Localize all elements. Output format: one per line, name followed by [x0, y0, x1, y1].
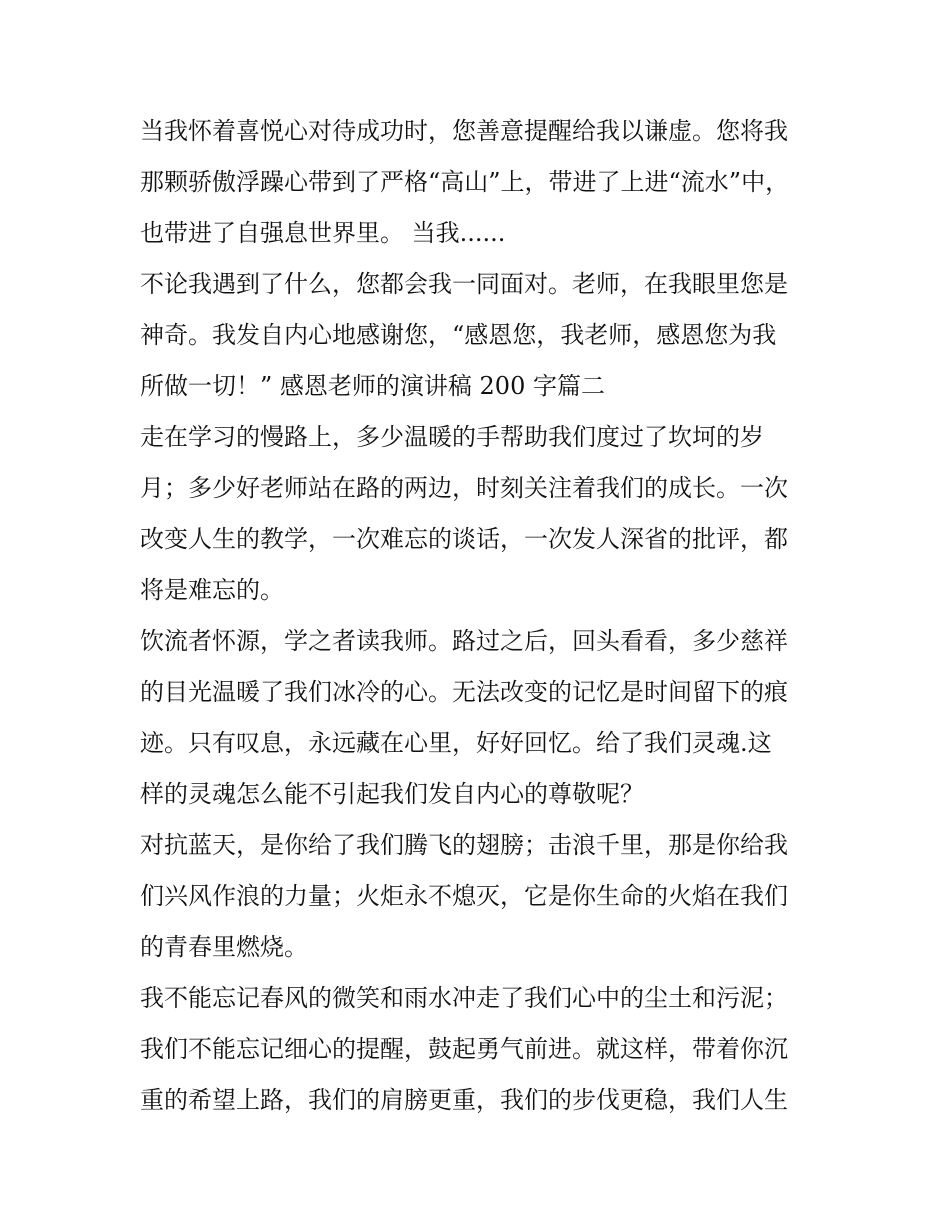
text-line-12: 的目光温暖了我们冰冷的心。无法改变的记忆是时间留下的痕 [140, 678, 788, 706]
text-line-16: 们兴风作浪的力量；火炬永不熄灭，它是你生命的火焰在我们 [140, 882, 788, 910]
text-line-8: 月；多少好老师站在路的两边，时刻关注着我们的成长。一次 [140, 474, 788, 502]
text-line-3: 也带进了自强息世界里。 当我...... [140, 219, 506, 247]
text-line-2: 那颗骄傲浮躁心带到了严格“高山”上，带进了上进“流水”中， [140, 168, 790, 196]
text-line-14: 样的灵魂怎么能不引起我们发自内心的尊敬呢？ [140, 780, 644, 808]
document-body [140, 106, 820, 1126]
text-line-6: 所做一切！” 感恩老师的演讲稿 200 字篇二 [140, 372, 605, 400]
text-line-20: 重的希望上路，我们的肩膀更重，我们的步伐更稳，我们人生 [140, 1086, 788, 1114]
text-line-18: 我不能忘记春风的微笑和雨水冲走了我们心中的尘土和污泥； [140, 984, 788, 1012]
text-line-7: 走在学习的慢路上，多少温暖的手帮助我们度过了坎坷的岁 [140, 423, 764, 451]
text-line-19: 我们不能忘记细心的提醒，鼓起勇气前进。就这样，带着你沉 [140, 1035, 788, 1063]
text-line-17: 的青春里燃烧。 [140, 933, 308, 961]
text-line-5: 神奇。我发自内心地感谢您，“感恩您，我老师，感恩您为我 [140, 321, 777, 349]
text-line-13: 迹。只有叹息，永远藏在心里，好好回忆。给了我们灵魂.这 [140, 729, 772, 757]
text-line-9: 改变人生的教学，一次难忘的谈话，一次发人深省的批评，都 [140, 525, 788, 553]
text-line-15: 对抗蓝天，是你给了我们腾飞的翅膀；击浪千里，那是你给我 [140, 831, 788, 859]
text-line-1: 当我怀着喜悦心对待成功时，您善意提醒给我以谦虚。您将我 [140, 117, 788, 145]
text-line-4: 不论我遇到了什么，您都会我一同面对。老师，在我眼里您是 [140, 270, 788, 298]
text-line-11: 饮流者怀源，学之者读我师。路过之后，回头看看，多少慈祥 [140, 627, 788, 655]
text-line-10: 将是难忘的。 [140, 576, 284, 604]
